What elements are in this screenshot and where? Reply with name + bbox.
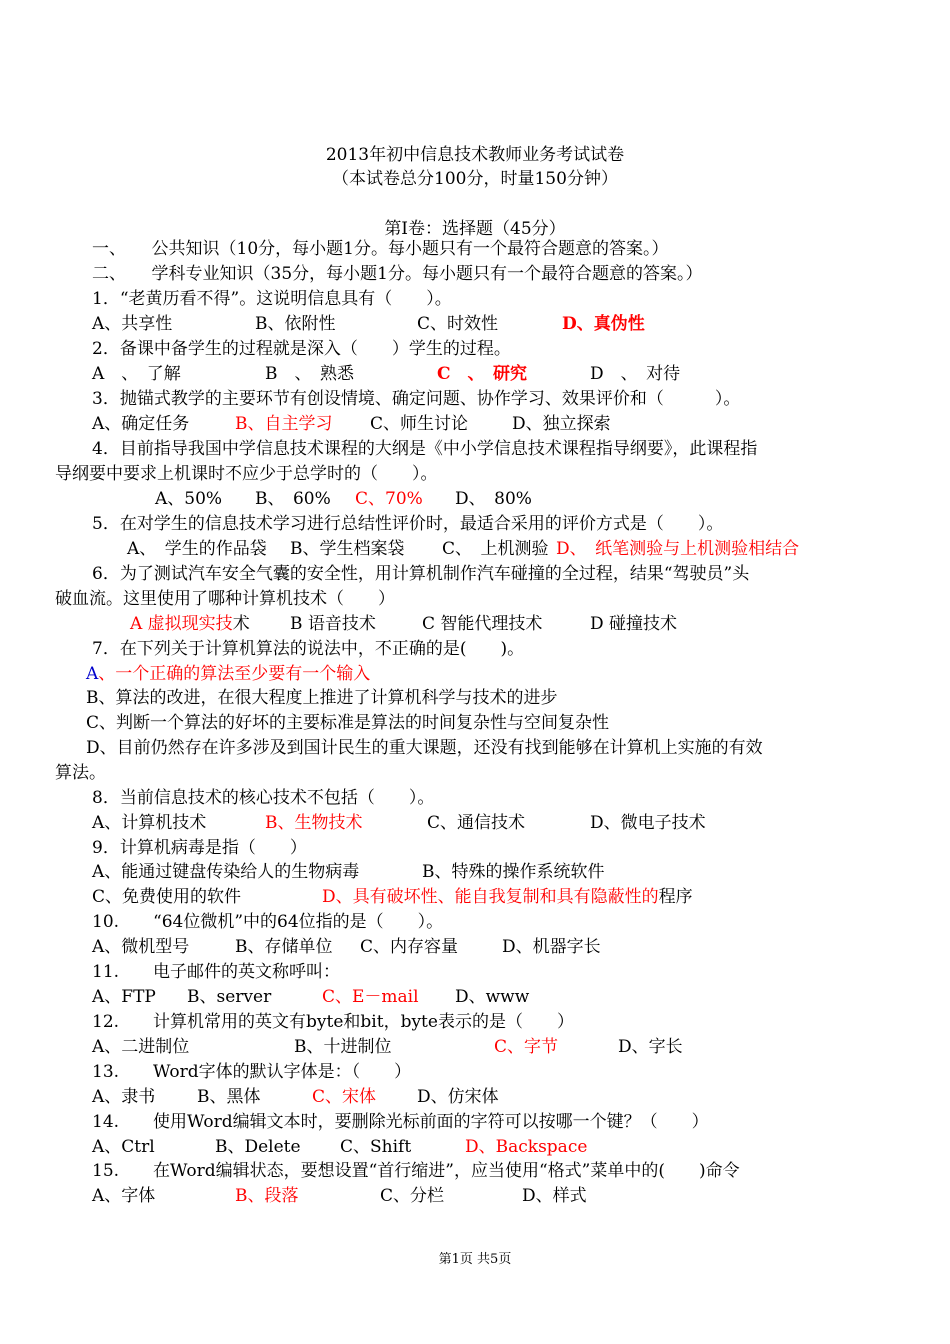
question-stem: 6．为了测试汽车安全气囊的安全性，用计算机制作汽车碰撞的全过程，结果“驾驶员”头 bbox=[92, 564, 750, 584]
option: C 智能代理技术 bbox=[422, 614, 543, 634]
option: D 、 对待 bbox=[590, 364, 681, 384]
part-title: 第Ⅰ卷：选择题（45分） bbox=[384, 219, 566, 239]
correct-option: D、 纸笔测验与上机测验相结合 bbox=[556, 539, 800, 559]
option: A 、 了解 bbox=[92, 364, 181, 384]
question-stem: 2．备课中备学生的过程就是深入（ ）学生的过程。 bbox=[92, 339, 511, 359]
option: B、算法的改进，在很大程度上推进了计算机科学与技术的进步 bbox=[86, 688, 558, 708]
option: C、免费使用的软件 bbox=[92, 887, 242, 907]
correct-option: D、真伪性 bbox=[562, 314, 645, 334]
section-heading: 二、 学科专业知识（35分，每小题1分。每小题只有一个最符合题意的答案。） bbox=[92, 264, 703, 284]
correct-option: C、宋体 bbox=[312, 1087, 377, 1107]
option: B、黑体 bbox=[197, 1087, 261, 1107]
option-suffix: 术 bbox=[232, 614, 250, 634]
option: D、样式 bbox=[522, 1186, 587, 1206]
option: A、 学生的作品袋 bbox=[127, 539, 267, 559]
correct-option: C、E－mail bbox=[322, 987, 419, 1007]
option: A、共享性 bbox=[92, 314, 173, 334]
option: A、FTP bbox=[92, 987, 156, 1007]
correct-option: B、段落 bbox=[235, 1186, 299, 1206]
option: B、依附性 bbox=[255, 314, 336, 334]
option: D、字长 bbox=[618, 1037, 683, 1057]
question-stem: 12. 计算机常用的英文有byte和bit，byte表示的是（ ） bbox=[92, 1012, 574, 1032]
option: A、字体 bbox=[92, 1186, 156, 1206]
option: B 、 熟悉 bbox=[265, 364, 354, 384]
question-stem: 5．在对学生的信息技术学习进行总结性评价时，最适合采用的评价方式是（ ）。 bbox=[92, 514, 724, 534]
option-letter: A bbox=[86, 664, 99, 684]
option: B、特殊的操作系统软件 bbox=[422, 862, 605, 882]
option: D、微电子技术 bbox=[590, 813, 706, 833]
option: A、确定任务 bbox=[92, 414, 190, 434]
page-title: 2013年初中信息技术教师业务考试试卷 bbox=[325, 145, 625, 165]
option: 算法。 bbox=[55, 763, 106, 783]
option: D、 80% bbox=[455, 489, 532, 509]
question-stem: 3．抛锚式教学的主要环节有创设情境、确定问题、协作学习、效果评价和（ ）。 bbox=[92, 389, 741, 409]
correct-option: 、一个正确的算法至少要有一个输入 bbox=[98, 664, 371, 684]
option: A、Ctrl bbox=[92, 1137, 155, 1157]
question-stem: 1．“老黄历看不得”。这说明信息具有（ ）。 bbox=[92, 289, 452, 309]
option: A、50% bbox=[155, 489, 223, 509]
option: B、Delete bbox=[215, 1137, 301, 1157]
option: C、通信技术 bbox=[427, 813, 526, 833]
option: C、时效性 bbox=[417, 314, 499, 334]
option: D、独立探索 bbox=[512, 414, 611, 434]
option: C、Shift bbox=[340, 1137, 412, 1157]
option: D、目前仍然存在许多涉及到国计民生的重大课题，还没有找到能够在计算机上实施的有效 bbox=[86, 738, 763, 758]
option: B、学生档案袋 bbox=[290, 539, 405, 559]
option: A、微机型号 bbox=[92, 937, 190, 957]
page-subtitle: （本试卷总分100分，时量150分钟） bbox=[332, 169, 618, 189]
option: C、 上机测验 bbox=[442, 539, 549, 559]
option: D 碰撞技术 bbox=[590, 614, 678, 634]
correct-option: D、具有破坏性、能自我复制和具有隐蔽性的 bbox=[322, 887, 659, 907]
correct-option: C 、 研究 bbox=[437, 364, 528, 384]
question-stem: 9．计算机病毒是指（ ） bbox=[92, 838, 307, 858]
option: A、能通过键盘传染给人的生物病毒 bbox=[92, 862, 360, 882]
section-heading: 一、 公共知识（10分，每小题1分。每小题只有一个最符合题意的答案。） bbox=[92, 239, 669, 259]
option-suffix: 程序 bbox=[658, 887, 693, 907]
question-stem: 10. “64位微机”中的64位指的是（ ）。 bbox=[92, 912, 444, 932]
question-stem: 8．当前信息技术的核心技术不包括（ ）。 bbox=[92, 788, 435, 808]
correct-option: C、字节 bbox=[494, 1037, 559, 1057]
question-stem: 14. 使用Word编辑文本时，要删除光标前面的字符可以按哪一个键？（ ） bbox=[92, 1112, 709, 1132]
question-stem: 7．在下列关于计算机算法的说法中，不正确的是( )。 bbox=[92, 639, 525, 659]
option: C、内存容量 bbox=[360, 937, 459, 957]
option: A、二进制位 bbox=[92, 1037, 190, 1057]
option: D、机器字长 bbox=[502, 937, 601, 957]
correct-option: C、70% bbox=[355, 489, 423, 509]
option: B、存储单位 bbox=[235, 937, 333, 957]
question-stem: 13. Word字体的默认字体是：（ ） bbox=[92, 1062, 412, 1082]
option: B、 60% bbox=[255, 489, 331, 509]
option-a bbox=[130, 612, 250, 636]
question-stem: 11. 电子邮件的英文称呼叫： bbox=[92, 962, 341, 982]
option: D、www bbox=[455, 987, 530, 1007]
page-number: 第1页 共5页 bbox=[438, 1252, 512, 1267]
option: A、隶书 bbox=[92, 1087, 156, 1107]
option: C、分栏 bbox=[380, 1186, 445, 1206]
question-stem: 破血流。这里使用了哪种计算机技术（ ） bbox=[55, 589, 395, 609]
option: D、仿宋体 bbox=[417, 1087, 499, 1107]
correct-option: A 虚拟现实技 bbox=[130, 614, 233, 634]
option: C、判断一个算法的好坏的主要标准是算法的时间复杂性与空间复杂性 bbox=[86, 713, 610, 733]
correct-option: B、自主学习 bbox=[235, 414, 333, 434]
option: C、师生讨论 bbox=[370, 414, 469, 434]
option-a bbox=[86, 662, 370, 686]
option: A、计算机技术 bbox=[92, 813, 207, 833]
option: B 语音技术 bbox=[290, 614, 376, 634]
correct-option: D、Backspace bbox=[465, 1137, 588, 1157]
option-d bbox=[322, 885, 693, 909]
correct-option: B、生物技术 bbox=[265, 813, 363, 833]
question-stem: 4．目前指导我国中学信息技术课程的大纲是《中小学信息技术课程指导纲要》，此课程指 bbox=[92, 439, 758, 459]
option: B、server bbox=[187, 987, 272, 1007]
question-stem: 15. 在Word编辑状态，要想设置“首行缩进”，应当使用“格式”菜单中的( )命令 bbox=[92, 1161, 740, 1181]
option: B、十进制位 bbox=[294, 1037, 392, 1057]
question-stem: 导纲要中要求上机课时不应少于总学时的（ ）。 bbox=[55, 464, 438, 484]
